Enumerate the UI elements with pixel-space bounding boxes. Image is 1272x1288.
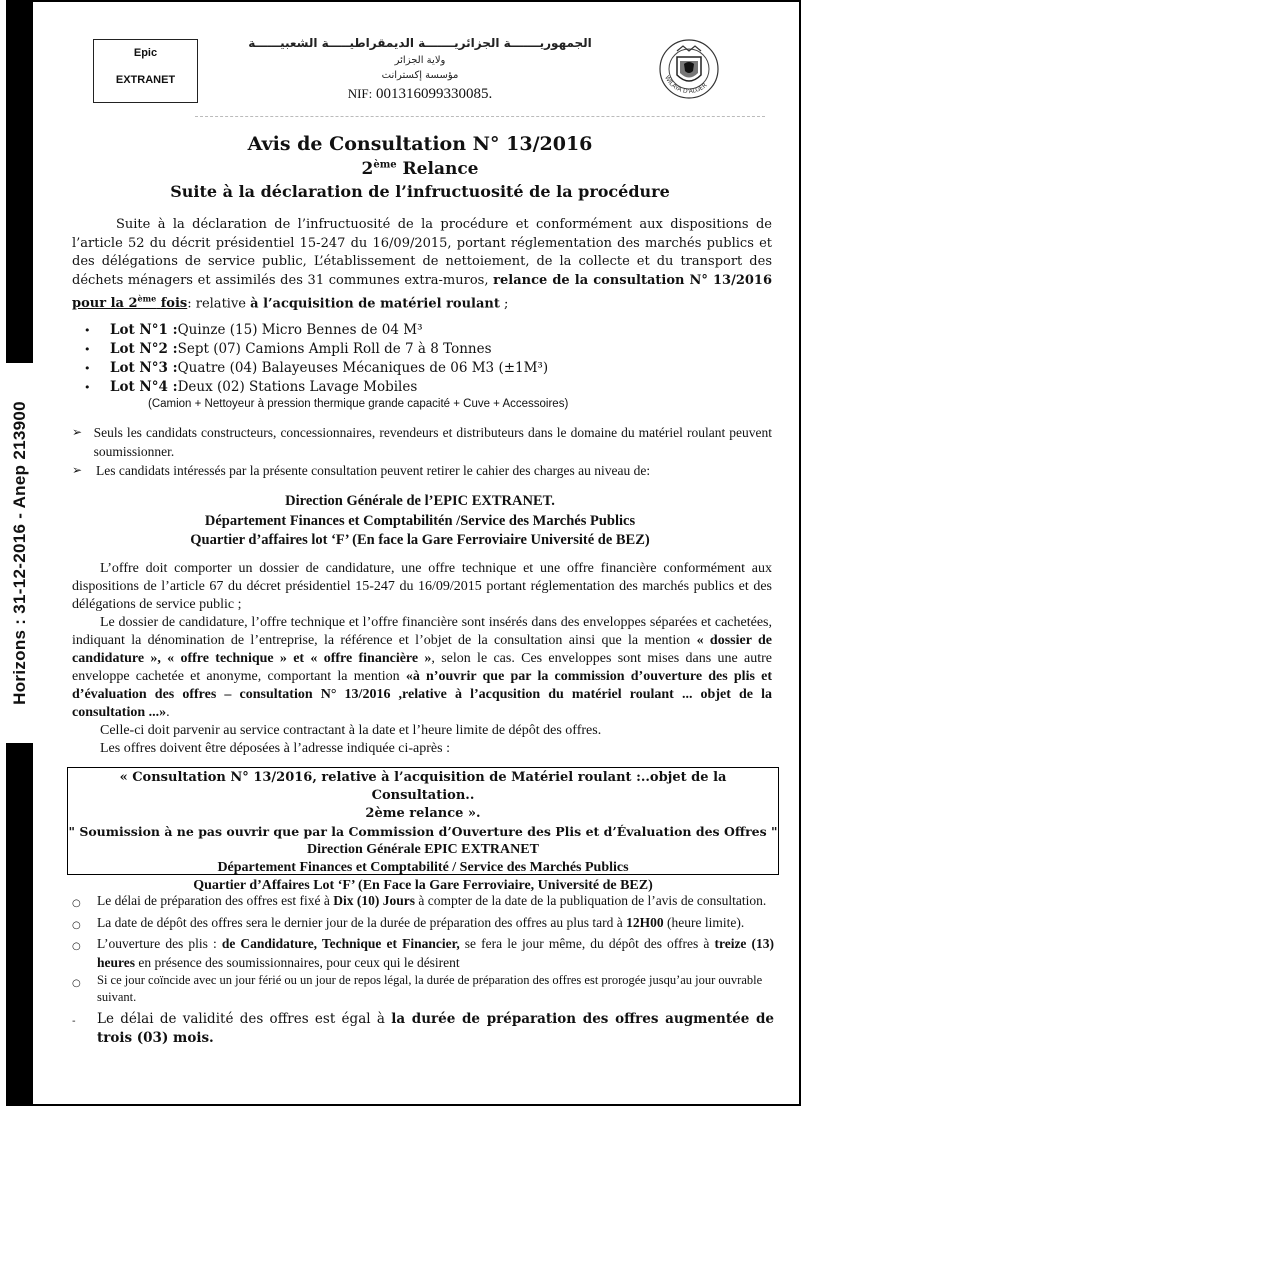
arabic-wilaya-line: ولاية الجزائر	[394, 55, 446, 66]
dash-bullet-icon: -	[72, 1016, 76, 1027]
offer-section	[72, 560, 772, 758]
address-line: Quartier d’affaires lot ‘F’ (En face la Gare Ferroviaire Université de BEZ)	[190, 532, 650, 548]
lot-text: Deux (02) Stations Lavage Mobiles	[177, 379, 418, 395]
envelope-line: Direction Générale EPIC EXTRANET	[307, 842, 539, 857]
lot-label: Lot N°3 :	[110, 360, 178, 376]
list-item	[72, 914, 774, 936]
lot-label: Lot N°2 :	[110, 341, 178, 357]
envelope-line: 2ème relance ».	[365, 806, 481, 821]
condition-text: Le délai de validité des offres est égal à	[97, 1011, 392, 1027]
envelope-text-cont: , selon le cas. Ces enveloppes sont mises dans une autre enveloppe cachetée et anonyme, comportant la mention	[72, 651, 772, 684]
condition-emphasis: de Candidature, Technique et Financier,	[221, 936, 460, 951]
circle-bullet-icon: ○	[72, 898, 81, 909]
intro-times: pour la 2	[72, 296, 138, 312]
relance-suffix: ème	[373, 159, 397, 171]
seal-text: WILAYA D'ALGER	[663, 74, 709, 96]
notice-title: Avis de Consultation N° 13/2016	[247, 133, 593, 155]
envelope-line: Quartier d’Affaires Lot ‘F’ (En Face la Gare Ferroviaire, Université de BEZ)	[193, 878, 653, 893]
intro-paragraph	[72, 216, 772, 314]
condition-text: L’ouverture des plis :	[97, 936, 222, 951]
envelope-end: .	[166, 705, 170, 720]
eligibility-text: Seuls les candidats constructeurs, concessionnaires, revendeurs et distributeurs dans le domaine du matériel roulant peuvent soumissionner.	[93, 425, 772, 459]
epic-extranet-box	[93, 39, 198, 103]
publication-label	[6, 363, 33, 743]
svg-text:WILAYA D'ALGER	[663, 75, 708, 95]
circle-bullet-icon: ○	[72, 919, 81, 931]
list-item	[72, 892, 774, 914]
list-item: • Lot N°1 : Quinze (15) Micro Bennes de 04 M³	[84, 322, 423, 338]
notice-subtitle: Suite à la déclaration de l’infructuosité de la procédure	[170, 182, 670, 201]
box-line-extranet: EXTRANET	[115, 74, 176, 86]
list-item	[72, 972, 774, 1006]
list-item	[72, 461, 772, 480]
lots-list	[84, 321, 774, 414]
condition-text: (heure limite).	[663, 914, 745, 930]
envelope-mentions: « dossier de candidature », « offre technique » et « offre financière »	[72, 633, 772, 666]
condition-text: à compter de la date de la publiquation de l’avis de consultation.	[415, 893, 767, 908]
deadline-paragraph: Celle-ci doit parvenir au service contractant à la date et l’heure limite de dépôt des offres.	[100, 723, 602, 738]
condition-text: La date de dépôt des offres sera le dernier jour de la durée de préparation des offres au plus tard à	[97, 914, 627, 930]
intro-end: ;	[499, 296, 509, 312]
wilaya-seal-logo	[655, 37, 723, 103]
intro-text: Suite à la déclaration de l’infructuosité de la procédure et conformément aux dispositions de l’article 52 du décrit présidentiel 15-247 du 16/09/2015, portant réglementation des marchés publics et des délégations de service public, L’établissement de nettoiement, de la collecte et du transport des déchets ménagers et assimilés des 31 communes extra-muros,	[72, 217, 772, 288]
envelope-text: Le dossier de candidature, l’offre technique et l’offre financière sont insérés dans des enveloppes séparées et cachetées, indiquant la dénomination de l’entreprise, la référence et l’objet de la consultation ainsi que la mention	[72, 615, 772, 648]
publication-label-text: Horizons : 31-12-2016 - Anep 213900	[9, 401, 29, 705]
circle-bullet-icon: ○	[72, 941, 81, 952]
address-line: Direction Générale de l’EPIC EXTRANET.	[285, 493, 555, 509]
list-item	[72, 935, 774, 972]
list-item	[72, 1010, 774, 1047]
envelope-line: " Soumission à ne pas ouvrir que par la Commission d’Ouverture des Plis et d’Évaluation des Offres "	[68, 824, 778, 839]
lot-text: Quinze (15) Micro Bennes de 04 M³	[177, 322, 423, 338]
relance-number: 2	[361, 159, 374, 179]
condition-text: Si ce jour coïncide avec un jour férié ou un jour de repos légal, la durée de préparation des offres est prorogée jusqu’au jour ouvrable suivant.	[97, 973, 763, 1004]
nif-line	[218, 86, 622, 103]
nif-label: NIF:	[347, 86, 373, 101]
withdrawal-address	[60, 492, 780, 551]
intro-object: à l’acquisition de matériel roulant	[250, 296, 500, 312]
lot-label: Lot N°1 :	[110, 322, 178, 338]
list-item: • Lot N°3 : Quatre (04) Balayeuses Mécaniques de 06 M3 (±1M³)	[84, 360, 549, 376]
envelope-label: «à n’ouvrir que par la commission d’ouverture des plis et d’évaluation des offres – consultation N° 13/2016 ,relative à l’acqusition du matériel roulant ... objet de la consultation ...»	[72, 669, 772, 720]
withdrawal-text: Les candidats intéressés par la présente consultation peuvent retirer le cahier des charges au niveau de:	[96, 463, 651, 478]
condition-emphasis: la durée de préparation des offres augmentée de trois (03) mois.	[97, 1011, 775, 1046]
condition-emphasis: Dix (10) Jours	[333, 893, 416, 908]
lot-text: Sept (07) Camions Ampli Roll de 7 à 8 Tonnes	[177, 341, 492, 357]
arrow-bullet-icon: ➢	[72, 463, 83, 477]
envelope-line: « Consultation N° 13/2016, relative à l’acquisition de Matériel roulant :..objet de la Consultation..	[119, 770, 727, 803]
offer-paragraph: L’offre doit comporter un dossier de candidature, une offre technique et une offre financière conformément aux dispositions de l’article 67 du décret présidentiel 15-247 du 16/09/2015 portant réglementation des marchés publics et des délégations de service public ;	[72, 561, 772, 612]
arabic-republic-line: الجمهوريـــــــة الجزائريـــــــة الديمقراطيـــــة الشعبيــــــة	[248, 36, 592, 50]
condition-text: Le délai de préparation des offres est fixé à	[97, 893, 334, 908]
list-item	[72, 423, 772, 461]
intro-relance: relance de la consultation N° 13/2016	[493, 272, 772, 288]
condition-emphasis: 12H00	[626, 914, 664, 930]
header-divider	[195, 116, 765, 117]
nif-value: 001316099330085.	[376, 86, 493, 102]
envelope-box	[67, 767, 779, 893]
lot-text: Quatre (04) Balayeuses Mécaniques de 06 M3 (±1M³)	[177, 360, 549, 376]
intro-times-end: fois	[156, 296, 188, 312]
condition-text: se fera le jour même, du dépôt des offres à	[459, 936, 715, 951]
arrow-bullet-icon: ➢	[72, 425, 83, 439]
arabic-establishment-line: مؤسسة إكسترانت	[381, 70, 459, 81]
conditions-list	[72, 892, 774, 1047]
lot-label: Lot N°4 :	[110, 379, 178, 395]
intro-relative: : relative	[187, 296, 251, 312]
box-line-epic: Epic	[133, 47, 158, 59]
condition-text: en présence des soumissionnaires, pour ceux qui le désirent	[135, 954, 460, 970]
address-line: Département Finances et Comptabilitén /Service des Marchés Publics	[204, 512, 636, 529]
eligibility-list	[72, 423, 772, 480]
relance-title	[60, 159, 780, 179]
envelope-line: Département Finances et Comptabilité / Service des Marchés Publics	[217, 860, 629, 875]
intro-times-suffix: ème	[137, 294, 157, 304]
circle-bullet-icon: ○	[72, 978, 81, 989]
deposit-paragraph: Les offres doivent être déposées à l’adresse indiquée ci-après :	[100, 741, 450, 756]
list-item: • Lot N°2 : Sept (07) Camions Ampli Roll de 7 à 8 Tonnes	[84, 341, 492, 357]
relance-word: Relance	[396, 159, 479, 179]
lot-4-note: (Camion + Nettoyeur à pression thermique grande capacité + Cuve + Accessoires)	[148, 398, 569, 410]
list-item: • Lot N°4 : Deux (02) Stations Lavage Mobiles	[84, 379, 418, 395]
condition-emphasis: treize (13) heures	[97, 936, 774, 970]
envelope-paragraph	[72, 614, 772, 722]
